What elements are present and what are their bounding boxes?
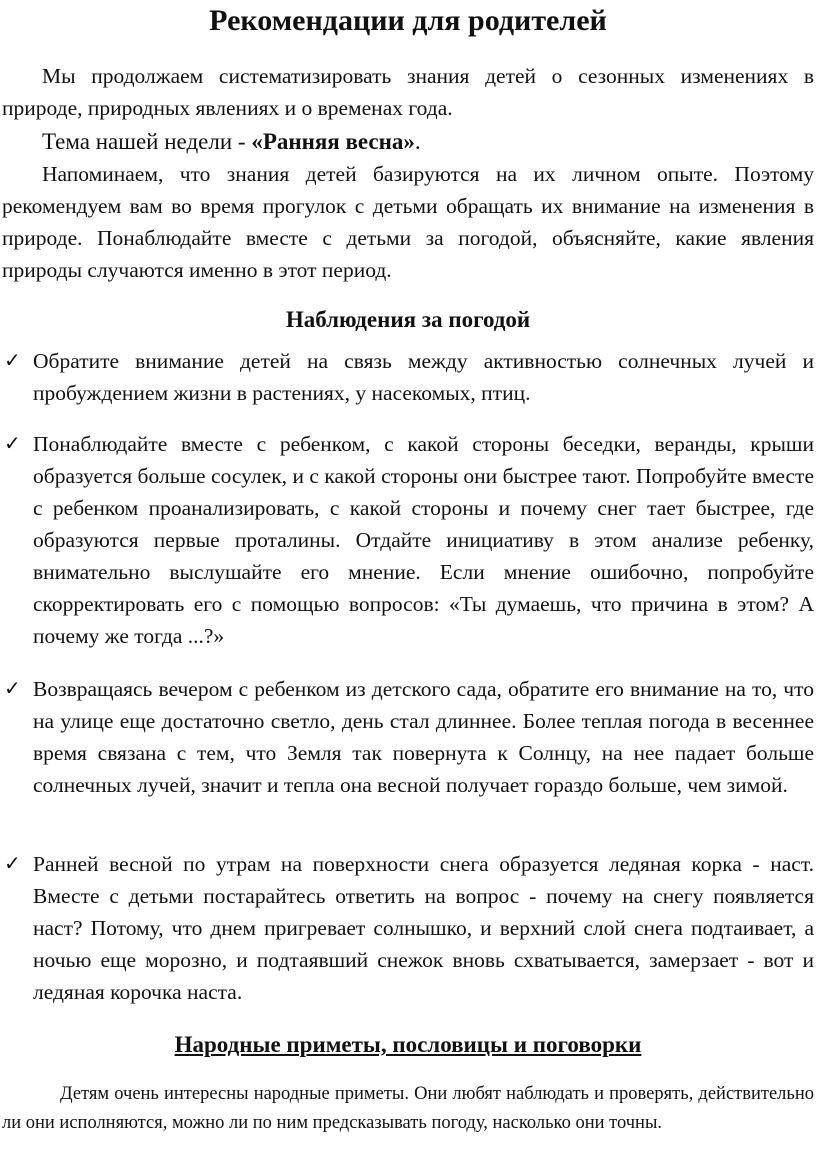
reminder-paragraph: Напоминаем, что знания детей базируются на их личном опыте. Поэтому рекомендуем вам во время прогулок с детьми обращать их внимание на изменения в природе. Понаблюдайте вместе с детьми за погодой, объясняйте, какие явления природы случаются именно в этот период. [2,162,814,282]
intro-paragraph: Мы продолжаем систематизировать знания детей о сезонных изменениях в природе, природных явлениях и о временах года. [2,64,814,120]
folk-paragraph: Детям очень интересны народные приметы. Они любят наблюдать и проверять, действительно ли они исполняются, можно ли по ним предсказывать погоду, насколько они точны. [2,1084,814,1133]
check-icon: ✓ [4,431,21,455]
weather-item-1: Обратите внимание детей на связь между активностью солнечных лучей и пробуждением жизни в растениях, у насекомых, птиц. [33,349,814,405]
week-theme [42,126,421,158]
folk-section-title: Народные приметы, пословицы и поговорки [174,1032,642,1057]
check-icon: ✓ [4,348,21,372]
week-theme-value: «Ранняя весна» [251,129,415,154]
check-icon: ✓ [4,676,21,700]
weather-item-2: Понаблюдайте вместе с ребенком, с какой стороны беседки, веранды, крыши образуется больше сосулек, и с какой стороны они быстрее тают. Попробуйте вместе с ребенком проанализировать, с какой стороны и почему снег тает быстрее, где образуются первые проталины. Отдайте инициативу в этом анализе ребенку, внимательно выслушайте его мнение. Если мнение ошибочно, попробуйте скорректировать его с помощью вопросов: «Ты думаешь, что причина в этом? А почему же тогда ...?» [33,432,814,648]
weather-section-title: Наблюдения за погодой [285,307,531,332]
weather-item-4: Ранней весной по утрам на поверхности снега образуется ледяная корка - наст. Вместе с детьми постарайтесь ответить на вопрос - почему на снегу появляется наст? Потому, что днем пригревает солнышко, и верхний слой снега подтаивает, а ночью еще морозно, и подтаявший снежок вновь схватывается, замерзает - вот и ледяная корочка наста. [33,852,814,1004]
weather-item-3: Возвращаясь вечером с ребенком из детского сада, обратите его внимание на то, что на улице еще достаточно светло, день стал длиннее. Более теплая погода в весеннее время связана с тем, что Земля так повернута к Солнцу, на нее падает больше солнечных лучей, значит и тепла она весной получает гораздо больше, чем зимой. [33,677,814,797]
week-theme-suffix: . [414,129,421,154]
page-title: Рекомендации для родителей [209,4,607,37]
week-theme-prefix: Тема нашей недели - [42,129,252,154]
check-icon: ✓ [4,851,21,875]
